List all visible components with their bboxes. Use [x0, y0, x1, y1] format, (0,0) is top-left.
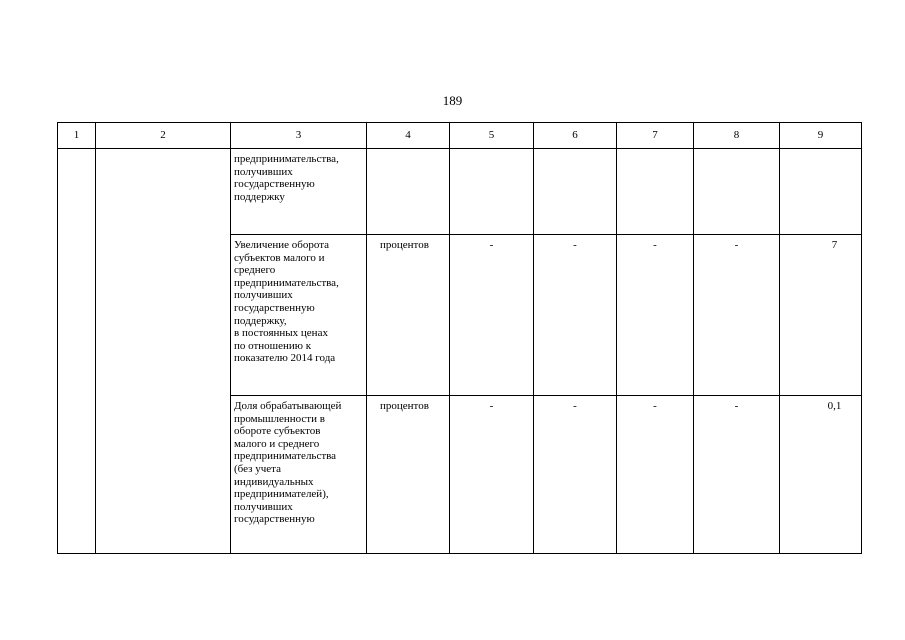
unit-cell: процентов	[367, 396, 450, 554]
column-header-9: 9	[780, 123, 862, 149]
page-number: 189	[442, 93, 463, 108]
indicator-cell: предпринимательства, получивших государственную поддержку	[231, 149, 367, 235]
program-name-cell	[96, 149, 231, 554]
value-cell: -	[617, 235, 694, 396]
table-row	[58, 149, 862, 235]
indicator-cell: Доля обрабатывающей промышленности в обороте субъектов малого и среднего предпринимательства (без учета индивидуальных предпринимателей), получивших государственную	[231, 396, 367, 554]
value-cell: 7	[780, 235, 862, 396]
value-cell: -	[534, 235, 617, 396]
column-header-7: 7	[617, 123, 694, 149]
value-cell: 0,1	[780, 396, 862, 554]
value-cell	[694, 149, 780, 235]
value-cell: -	[617, 396, 694, 554]
column-header-3: 3	[231, 123, 367, 149]
indicator-table	[57, 122, 862, 554]
column-header-1: 1	[58, 123, 96, 149]
row-number-cell	[58, 149, 96, 554]
column-header-5: 5	[450, 123, 534, 149]
value-cell: -	[450, 396, 534, 554]
value-cell: -	[694, 235, 780, 396]
value-cell	[780, 149, 862, 235]
value-cell	[617, 149, 694, 235]
value-cell	[450, 149, 534, 235]
value-cell	[534, 149, 617, 235]
column-header-6: 6	[534, 123, 617, 149]
column-header-8: 8	[694, 123, 780, 149]
column-header-4: 4	[367, 123, 450, 149]
indicator-cell: Увеличение оборота субъектов малого и среднего предпринимательства, получивших государственную поддержку, в постоянных ценах по отношению к показателю 2014 года	[231, 235, 367, 396]
value-cell: -	[694, 396, 780, 554]
header-row	[58, 123, 862, 149]
unit-cell: процентов	[367, 235, 450, 396]
unit-cell	[367, 149, 450, 235]
value-cell: -	[534, 396, 617, 554]
value-cell: -	[450, 235, 534, 396]
column-header-2: 2	[96, 123, 231, 149]
